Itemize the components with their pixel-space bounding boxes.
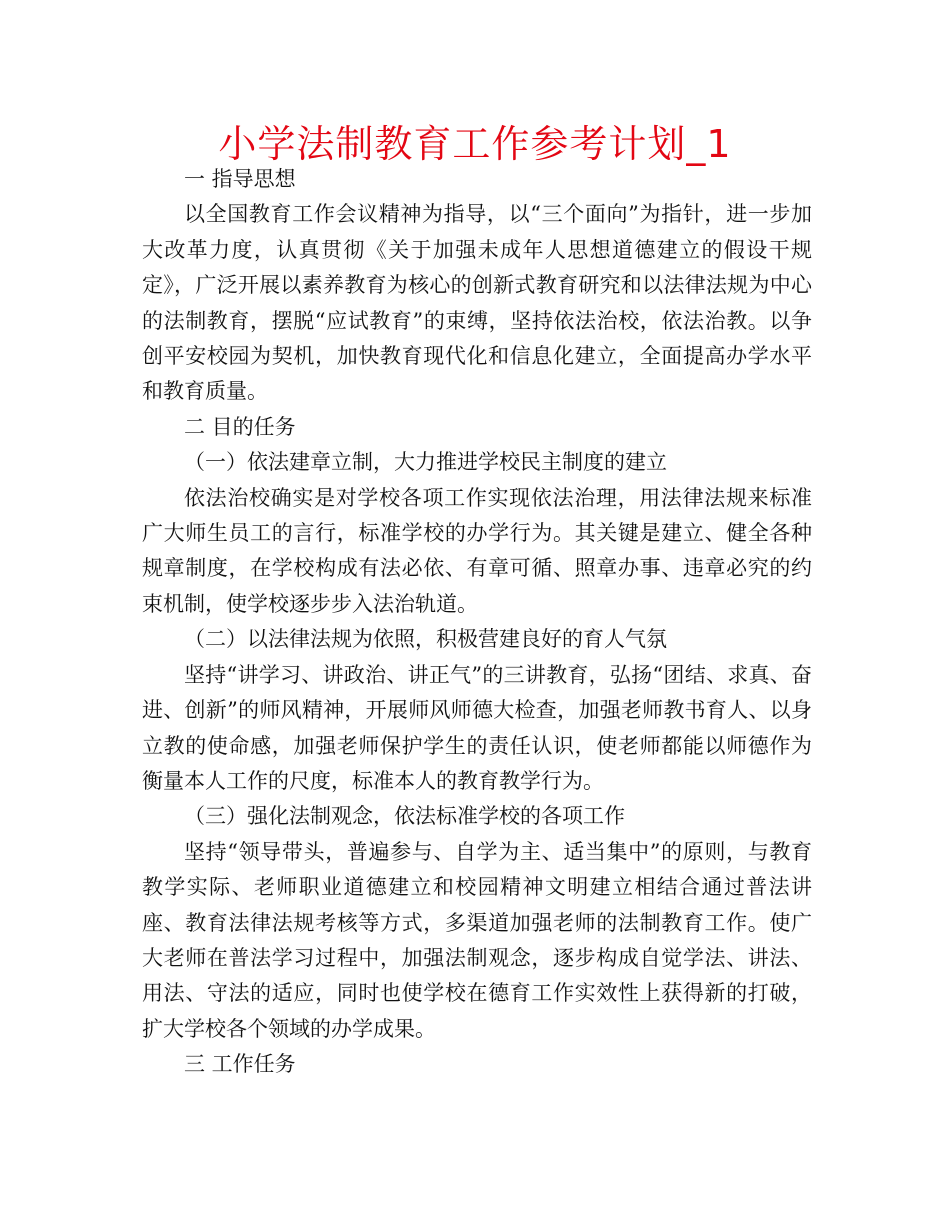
paragraph-guiding-ideology: 以全国教育工作会议精神为指导，以“三个面向”为指针，进一步加大改革力度，认真贯彻《关于加强未成年人思想道德建立的假设干规定》，广泛开展以素养教育为核心的创新式教育研究和以法律法规为中心的法制教育，摆脱“应试教育”的束缚，坚持依法治校，依法治教。以争创平安校园为契机，加快教育现代化和信息化建立，全面提高办学水平和教育质量。 [142, 202, 812, 404]
paragraph-regulations: 依法治校确实是对学校各项工作实现依法治理，用法律法规来标准广大师生员工的言行，标准学校的办学行为。其关键是建立、健全各种规章制度，在学校构成有法必依、有章可循、照章办事、违章必究的约束机制，使学校逐步步入法治轨道。 [142, 485, 812, 616]
subheading-legal-awareness: （三）强化法制观念，依法标准学校的各项工作 [184, 804, 625, 829]
section-heading-work-tasks: 三 工作任务 [184, 1052, 296, 1077]
document-body [142, 162, 812, 1083]
section-heading-guiding-ideology: 一 指导思想 [184, 167, 296, 191]
subheading-atmosphere: （二）以法律法规为依照，积极营建良好的育人气氛 [184, 627, 667, 652]
section-heading-goals-tasks: 二 目的任务 [184, 414, 296, 439]
document-title: 小学法制教育工作参考计划_1 [218, 122, 732, 166]
subheading-regulations: （一）依法建章立制，大力推进学校民主制度的建立 [184, 450, 667, 475]
paragraph-atmosphere: 坚持“讲学习、讲政治、讲正气”的三讲教育，弘扬“团结、求真、奋进、创新”的师风精神，开展师风师德大检查，加强老师教书育人、以身立教的使命感，加强老师保护学生的责任认识，使老师都能以师德作为衡量本人工作的尺度，标准本人的教育教学行为。 [142, 662, 812, 793]
paragraph-legal-awareness: 坚持“领导带头，普遍参与、自学为主、适当集中”的原则，与教育教学实际、老师职业道德建立和校园精神文明建立相结合通过普法讲座、教育法律法规考核等方式，多渠道加强老师的法制教育工作。使广大老师在普法学习过程中，加强法制观念，逐步构成自觉学法、讲法、用法、守法的适应，同时也使学校在德育工作实效性上获得新的打破，扩大学校各个领域的办学成果。 [142, 839, 812, 1041]
